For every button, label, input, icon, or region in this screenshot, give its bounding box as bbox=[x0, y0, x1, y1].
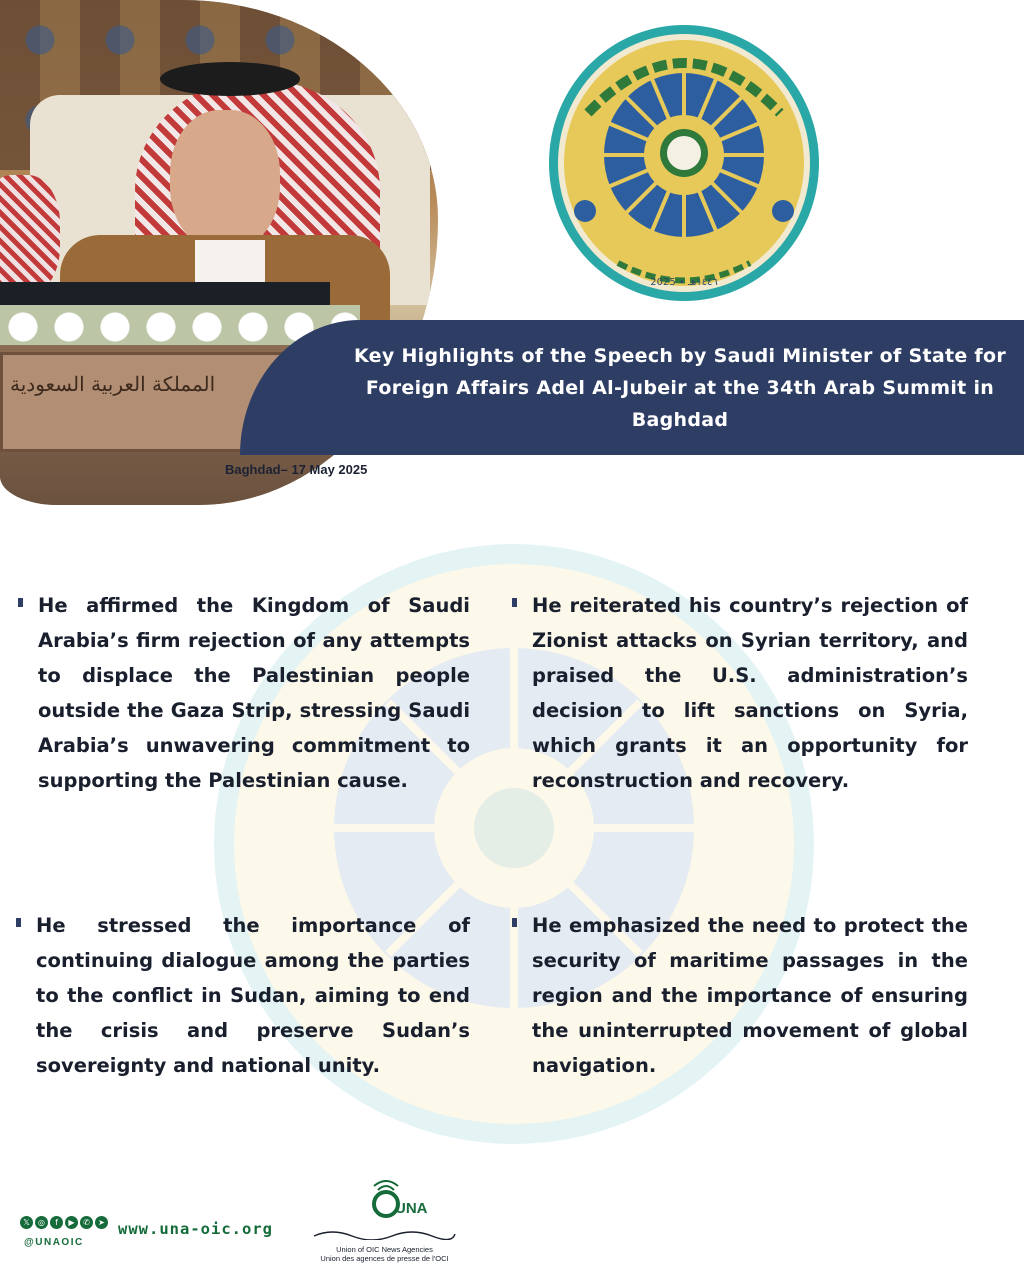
facebook-icon[interactable]: f bbox=[50, 1216, 63, 1229]
website-link[interactable]: www.una-oic.org bbox=[118, 1220, 273, 1238]
instagram-icon[interactable]: ◎ bbox=[35, 1216, 48, 1229]
arab-summit-emblem bbox=[548, 23, 821, 303]
social-handle[interactable]: @UNAOIC bbox=[24, 1237, 84, 1248]
bullet-marker bbox=[16, 918, 21, 927]
highlight-text: He reiterated his country’s rejection of Zionist attacks on Syrian territory, and praised the U.S. administration’s decision to lift sanctions on Syria, which grants it an opportunity for reconstruction and recovery. bbox=[532, 594, 968, 792]
page-title: Key Highlights of the Speech by Saudi Minister of State for Foreign Affairs Adel Al-Jubeir at the 34th Arab Summit in Baghdad bbox=[353, 345, 1007, 431]
highlight-text: He emphasized the need to protect the security of maritime passages in the region and the importance of ensuring the uninterrupted movement of global navigation. bbox=[532, 914, 968, 1077]
bullet-marker bbox=[512, 918, 517, 927]
highlight-item bbox=[532, 908, 968, 1083]
highlight-item bbox=[36, 908, 470, 1083]
telegram-icon[interactable]: ➤ bbox=[95, 1216, 108, 1229]
whatsapp-icon[interactable]: ✆ bbox=[80, 1216, 93, 1229]
highlight-item bbox=[38, 588, 470, 798]
highlight-text: He stressed the importance of continuing dialogue among the parties to the conflict in Sudan, aiming to end the crisis and preserve Sudan’s sovereignty and national unity. bbox=[36, 914, 470, 1077]
bullet-marker bbox=[512, 598, 517, 607]
nameplate-text: المملكة العربية السعودية bbox=[10, 372, 216, 396]
youtube-icon[interactable]: ▶ bbox=[65, 1216, 78, 1229]
social-icons bbox=[20, 1216, 108, 1229]
una-logo-text: UNA bbox=[395, 1200, 428, 1217]
una-arabic-name bbox=[312, 1226, 457, 1240]
bullet-marker bbox=[18, 598, 23, 607]
highlight-item bbox=[532, 588, 968, 798]
una-org-names: Union of OIC News Agencies Union des agences de presse de l'OCI bbox=[320, 1245, 449, 1263]
dateline: Baghdad– 17 May 2025 bbox=[225, 462, 368, 477]
emblem-year: 2025 • ١٤٤٦هـ bbox=[650, 277, 718, 288]
x-icon[interactable]: 𝕏 bbox=[20, 1216, 33, 1229]
highlight-text: He affirmed the Kingdom of Saudi Arabia’s firm rejection of any attempts to displace the Palestinian people outside the Gaza Strip, stressing Saudi Arabia’s unwavering commitment to supporting the Palestinian cause. bbox=[38, 594, 470, 792]
